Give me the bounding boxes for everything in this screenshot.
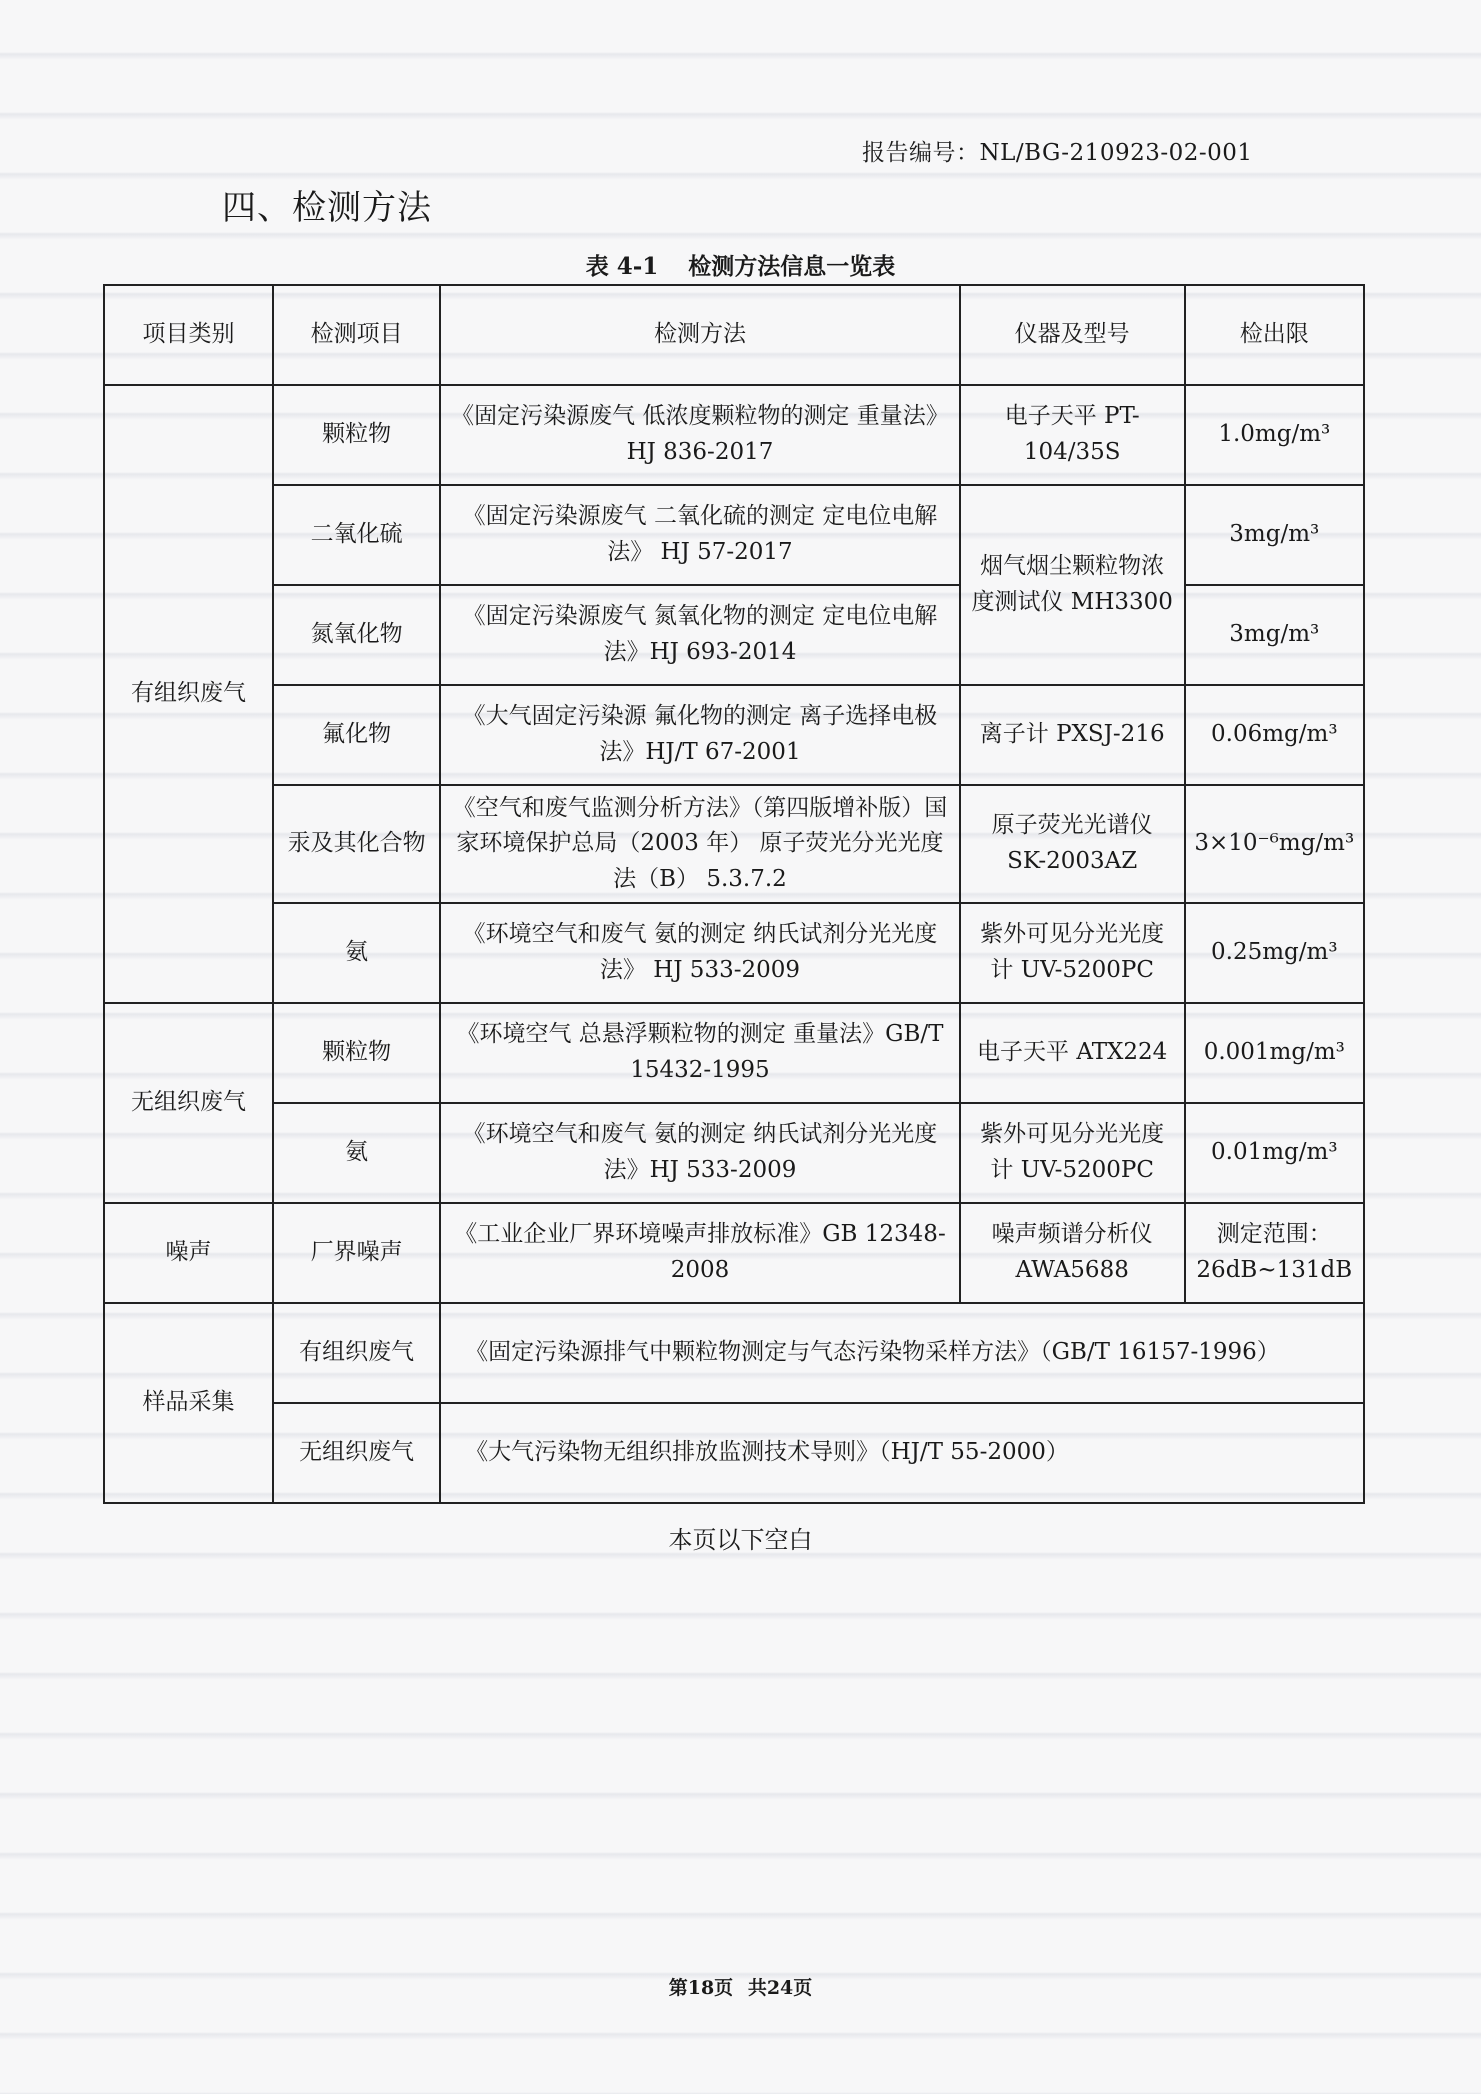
item-cell: 汞及其化合物 <box>273 785 440 903</box>
table-row <box>104 785 1364 903</box>
instrument-cell: 紫外可见分光光度计 UV-5200PC <box>960 1103 1185 1203</box>
column-header-item: 检测项目 <box>273 285 440 385</box>
method-cell: 《空气和废气监测分析方法》（第四版增补版）国家环境保护总局（2003 年） 原子荧光分光光度法（B） 5.3.7.2 <box>440 785 960 903</box>
category-cell: 样品采集 <box>104 1303 273 1503</box>
table-row <box>104 385 1364 485</box>
instrument-cell: 原子荧光光谱仪 SK-2003AZ <box>960 785 1185 903</box>
limit-cell: 3×10⁻⁶mg/m³ <box>1185 785 1364 903</box>
table-caption-title: 检测方法信息一览表 <box>688 253 896 280</box>
method-cell: 《固定污染源废气 低浓度颗粒物的测定 重量法》HJ 836-2017 <box>440 385 960 485</box>
instrument-cell: 烟气烟尘颗粒物浓度测试仪 MH3300 <box>960 485 1185 685</box>
item-cell: 有组织废气 <box>273 1303 440 1403</box>
instrument-cell: 电子天平 PT-104/35S <box>960 385 1185 485</box>
item-cell: 颗粒物 <box>273 1003 440 1103</box>
table-caption <box>0 248 1481 281</box>
item-cell: 氨 <box>273 903 440 1003</box>
method-cell: 《固定污染源废气 氮氧化物的测定 定电位电解法》HJ 693-2014 <box>440 585 960 685</box>
method-cell: 《大气固定污染源 氟化物的测定 离子选择电极法》HJ/T 67-2001 <box>440 685 960 785</box>
method-cell: 《环境空气 总悬浮颗粒物的测定 重量法》GB/T 15432-1995 <box>440 1003 960 1103</box>
item-cell: 氮氧化物 <box>273 585 440 685</box>
column-header-method: 检测方法 <box>440 285 960 385</box>
instrument-cell: 紫外可见分光光度计 UV-5200PC <box>960 903 1185 1003</box>
table-row <box>104 485 1364 585</box>
limit-cell: 0.01mg/m³ <box>1185 1103 1364 1203</box>
limit-cell: 测定范围：26dB~131dB <box>1185 1203 1364 1303</box>
item-cell: 颗粒物 <box>273 385 440 485</box>
table-row <box>104 1403 1364 1503</box>
column-header-category: 项目类别 <box>104 285 273 385</box>
column-header-limit: 检出限 <box>1185 285 1364 385</box>
instrument-cell: 噪声频谱分析仪 AWA5688 <box>960 1203 1185 1303</box>
limit-cell: 0.25mg/m³ <box>1185 903 1364 1003</box>
limit-cell: 3mg/m³ <box>1185 485 1364 585</box>
instrument-cell: 离子计 PXSJ-216 <box>960 685 1185 785</box>
category-cell: 噪声 <box>104 1203 273 1303</box>
item-cell: 氨 <box>273 1103 440 1203</box>
methods-table <box>103 284 1365 1504</box>
method-cell: 《工业企业厂界环境噪声排放标准》GB 12348-2008 <box>440 1203 960 1303</box>
table-caption-number: 表 4-1 <box>585 253 659 280</box>
method-cell: 《环境空气和废气 氨的测定 纳氏试剂分光光度法》HJ 533-2009 <box>440 1103 960 1203</box>
item-cell: 二氧化硫 <box>273 485 440 585</box>
method-cell: 《固定污染源废气 二氧化硫的测定 定电位电解法》 HJ 57-2017 <box>440 485 960 585</box>
page-footer <box>0 1973 1481 2000</box>
table-row <box>104 1303 1364 1403</box>
table-row <box>104 1103 1364 1203</box>
table-row <box>104 903 1364 1003</box>
item-cell: 厂界噪声 <box>273 1203 440 1303</box>
section-title: 四、检测方法 <box>222 188 432 228</box>
limit-cell: 0.001mg/m³ <box>1185 1003 1364 1103</box>
item-cell: 无组织废气 <box>273 1403 440 1503</box>
table-row <box>104 1203 1364 1303</box>
limit-cell: 1.0mg/m³ <box>1185 385 1364 485</box>
limit-cell: 3mg/m³ <box>1185 585 1364 685</box>
page-current: 第18页 <box>668 1977 734 1999</box>
limit-cell: 0.06mg/m³ <box>1185 685 1364 785</box>
method-cell: 《大气污染物无组织排放监测技术导则》（HJ/T 55-2000） <box>440 1403 1364 1503</box>
category-cell: 无组织废气 <box>104 1003 273 1203</box>
item-cell: 氟化物 <box>273 685 440 785</box>
page-total: 共24页 <box>747 1977 813 1999</box>
method-cell: 《固定污染源排气中颗粒物测定与气态污染物采样方法》（GB/T 16157-1996） <box>440 1303 1364 1403</box>
method-cell: 《环境空气和废气 氨的测定 纳氏试剂分光光度法》 HJ 533-2009 <box>440 903 960 1003</box>
instrument-cell: 电子天平 ATX224 <box>960 1003 1185 1103</box>
table-row <box>104 1003 1364 1103</box>
report-number: 报告编号：NL/BG-210923-02-001 <box>862 140 1253 166</box>
blank-below-note: 本页以下空白 <box>668 1526 813 1554</box>
table-row <box>104 685 1364 785</box>
column-header-instrument: 仪器及型号 <box>960 285 1185 385</box>
table-header-row <box>104 285 1364 385</box>
category-cell: 有组织废气 <box>104 385 273 1003</box>
